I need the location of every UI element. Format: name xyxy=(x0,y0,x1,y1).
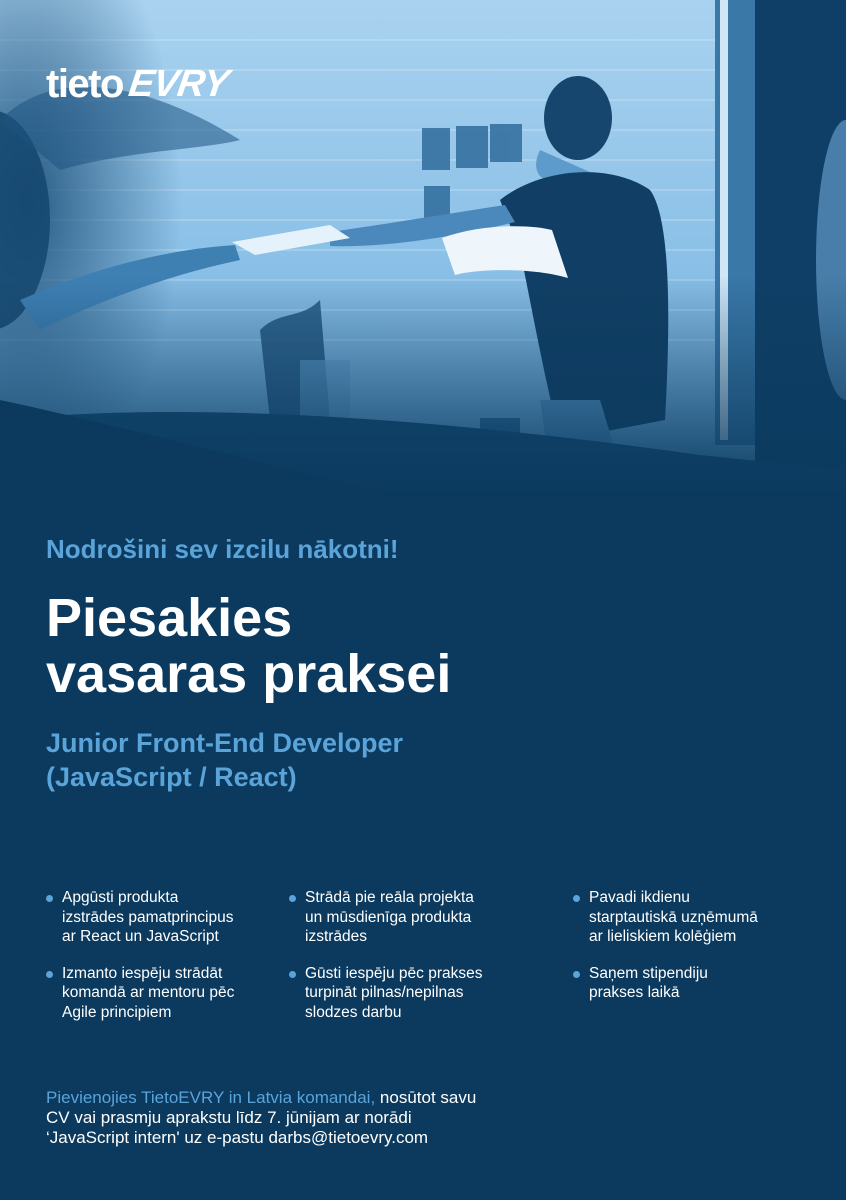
benefit-line: Agile principiem xyxy=(62,1003,172,1021)
benefit-line: un mūsdienīga produkta xyxy=(305,908,472,926)
benefit-item xyxy=(46,964,289,1023)
benefit-line: izstrādes pamatprincipus xyxy=(62,908,234,926)
benefit-line: Strādā pie reāla projekta xyxy=(305,889,474,906)
benefit-line: slodzes darbu xyxy=(305,1003,402,1021)
benefit-item xyxy=(289,888,573,947)
headline-line-2: vasaras praksei xyxy=(46,644,452,704)
bullet-dot-icon xyxy=(289,971,296,978)
job-title-line-1: Junior Front-End Developer xyxy=(46,728,404,758)
headline xyxy=(46,590,746,702)
bullet-dot-icon xyxy=(573,895,580,902)
logo-wordmark-evry: EVRY xyxy=(125,63,231,105)
tagline: Nodrošini sev izcilu nākotni! xyxy=(46,534,399,564)
benefit-line: Gūsti iespēju pēc prakses xyxy=(305,964,483,982)
benefit-line: Izmanto iespēju strādāt xyxy=(62,964,223,982)
benefit-line: Pavadi ikdienu xyxy=(589,889,690,906)
benefit-item xyxy=(573,888,806,947)
benefit-line: izstrādes xyxy=(305,928,368,945)
benefit-line: turpināt pilnas/nepilnas xyxy=(305,984,464,1001)
benefit-line: Saņem stipendiju xyxy=(589,964,708,982)
benefits-list xyxy=(46,888,806,1022)
application-instructions xyxy=(46,1088,606,1148)
benefit-item xyxy=(289,964,573,1023)
instructions-line-3: ‘JavaScript intern' uz e-pastu darbs@tietoevry.com xyxy=(46,1128,429,1147)
bullet-dot-icon xyxy=(46,971,53,978)
instructions-line-1 xyxy=(46,1088,606,1108)
instructions-line-1-rest: nosūtot savu xyxy=(375,1088,477,1107)
job-title xyxy=(46,726,746,794)
bullet-dot-icon xyxy=(573,971,580,978)
benefit-line: komandā ar mentoru pēc xyxy=(62,984,235,1001)
benefit-item xyxy=(46,888,289,947)
bullet-dot-icon xyxy=(289,895,296,902)
benefit-line: Apgūsti produkta xyxy=(62,889,179,906)
tietoevry-logo xyxy=(46,44,231,106)
benefit-line: ar React un JavaScript xyxy=(62,928,219,945)
headline-line-1: Piesakies xyxy=(46,588,293,648)
benefit-line: starptautiskā uzņēmumā xyxy=(589,908,758,926)
benefit-line: prakses laikā xyxy=(589,984,680,1001)
logo-wordmark-tieto: tieto xyxy=(46,62,123,106)
instructions-highlight: Pievienojies TietoEVRY in Latvia komandai, xyxy=(46,1088,376,1107)
instructions-line-2: CV vai prasmju aprakstu līdz 7. jūnijam ar norādi xyxy=(46,1108,412,1127)
bullet-dot-icon xyxy=(46,895,53,902)
job-title-line-2: (JavaScript / React) xyxy=(46,762,297,792)
benefit-item xyxy=(573,964,806,1023)
benefit-line: ar lieliskiem kolēģiem xyxy=(589,928,737,945)
